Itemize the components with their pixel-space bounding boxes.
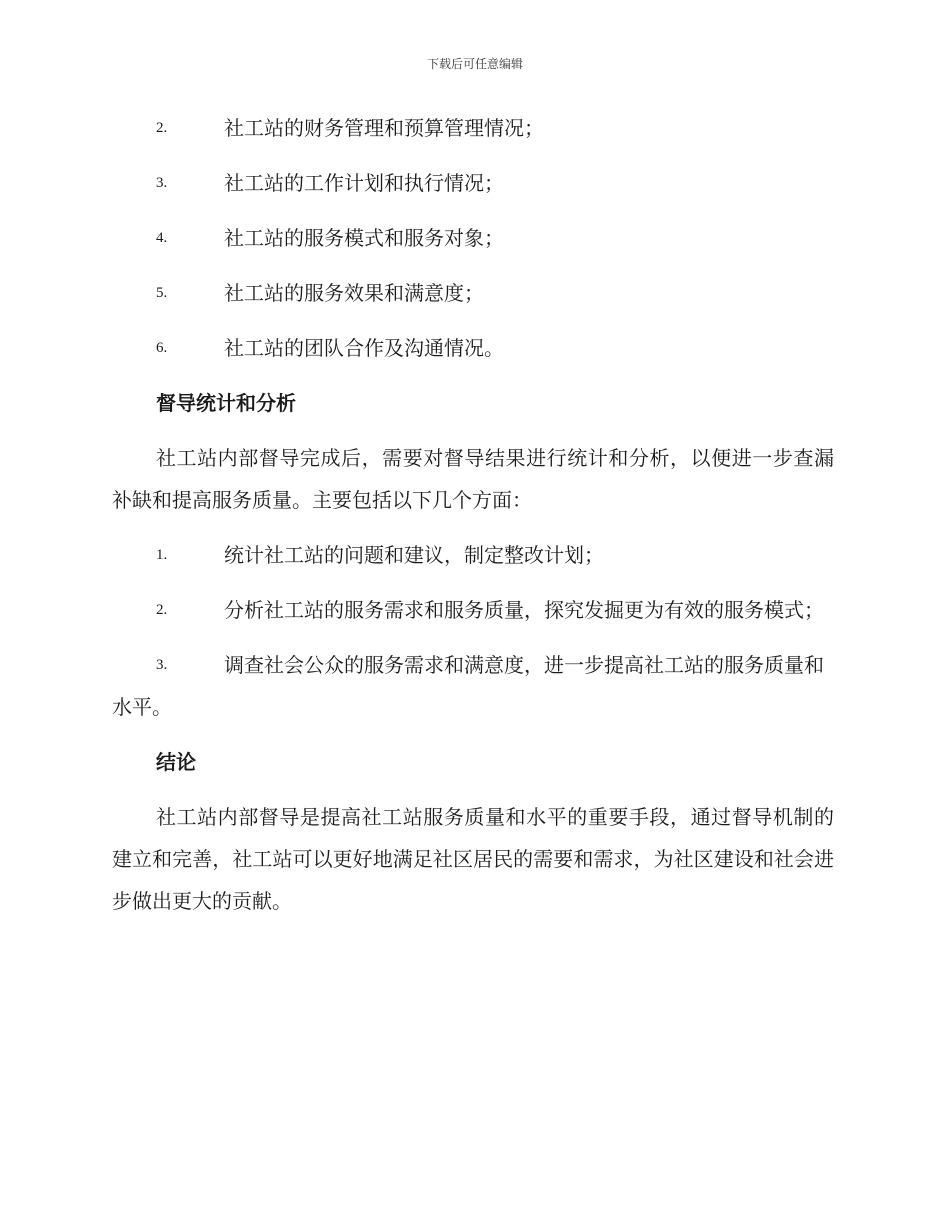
list-number: 5. [156, 285, 168, 301]
list-item [112, 107, 834, 149]
list-item [112, 327, 834, 369]
list-item [112, 162, 834, 204]
list-text: 调查社会公众的服务需求和满意度，进一步提高社工站的服务质量和水平。 [112, 653, 824, 719]
list-text: 统计社工站的问题和建议，制定整改计划； [224, 543, 604, 567]
page-header: 下载后可任意编辑 [426, 57, 523, 71]
list-text: 社工站的服务效果和满意度； [224, 281, 484, 305]
list-number: 2. [156, 120, 168, 136]
analysis-intro-paragraph: 社工站内部督导完成后，需要对督导结果进行统计和分析，以便进一步查漏补缺和提高服务质量。主要包括以下几个方面： [112, 446, 834, 512]
list-text: 社工站的工作计划和执行情况； [224, 171, 504, 195]
list-text: 社工站的服务模式和服务对象； [224, 226, 504, 250]
list-number: 3. [156, 175, 168, 191]
list-number: 6. [156, 340, 168, 356]
conclusion-paragraph: 社工站内部督导是提高社工站服务质量和水平的重要手段，通过督导机制的建立和完善，社工站可以更好地满足社区居民的需要和需求，为社区建设和社会进步做出更大的贡献。 [112, 805, 834, 913]
list-number: 2. [156, 602, 168, 618]
section-heading-conclusion: 结论 [156, 750, 196, 774]
list-item [112, 589, 834, 631]
section-heading-analysis: 督导统计和分析 [156, 391, 296, 415]
list-text: 社工站的团队合作及沟通情况。 [224, 336, 504, 360]
document-body [112, 107, 834, 935]
list-item [112, 272, 834, 314]
list-item [112, 534, 834, 576]
list-item [112, 217, 834, 259]
list-number: 3. [156, 657, 168, 673]
list-text: 社工站的财务管理和预算管理情况； [224, 116, 544, 140]
list-number: 1. [156, 547, 168, 563]
list-number: 4. [156, 230, 168, 246]
list-text: 分析社工站的服务需求和服务质量，探究发掘更为有效的服务模式； [224, 598, 824, 622]
list-item [112, 644, 834, 728]
